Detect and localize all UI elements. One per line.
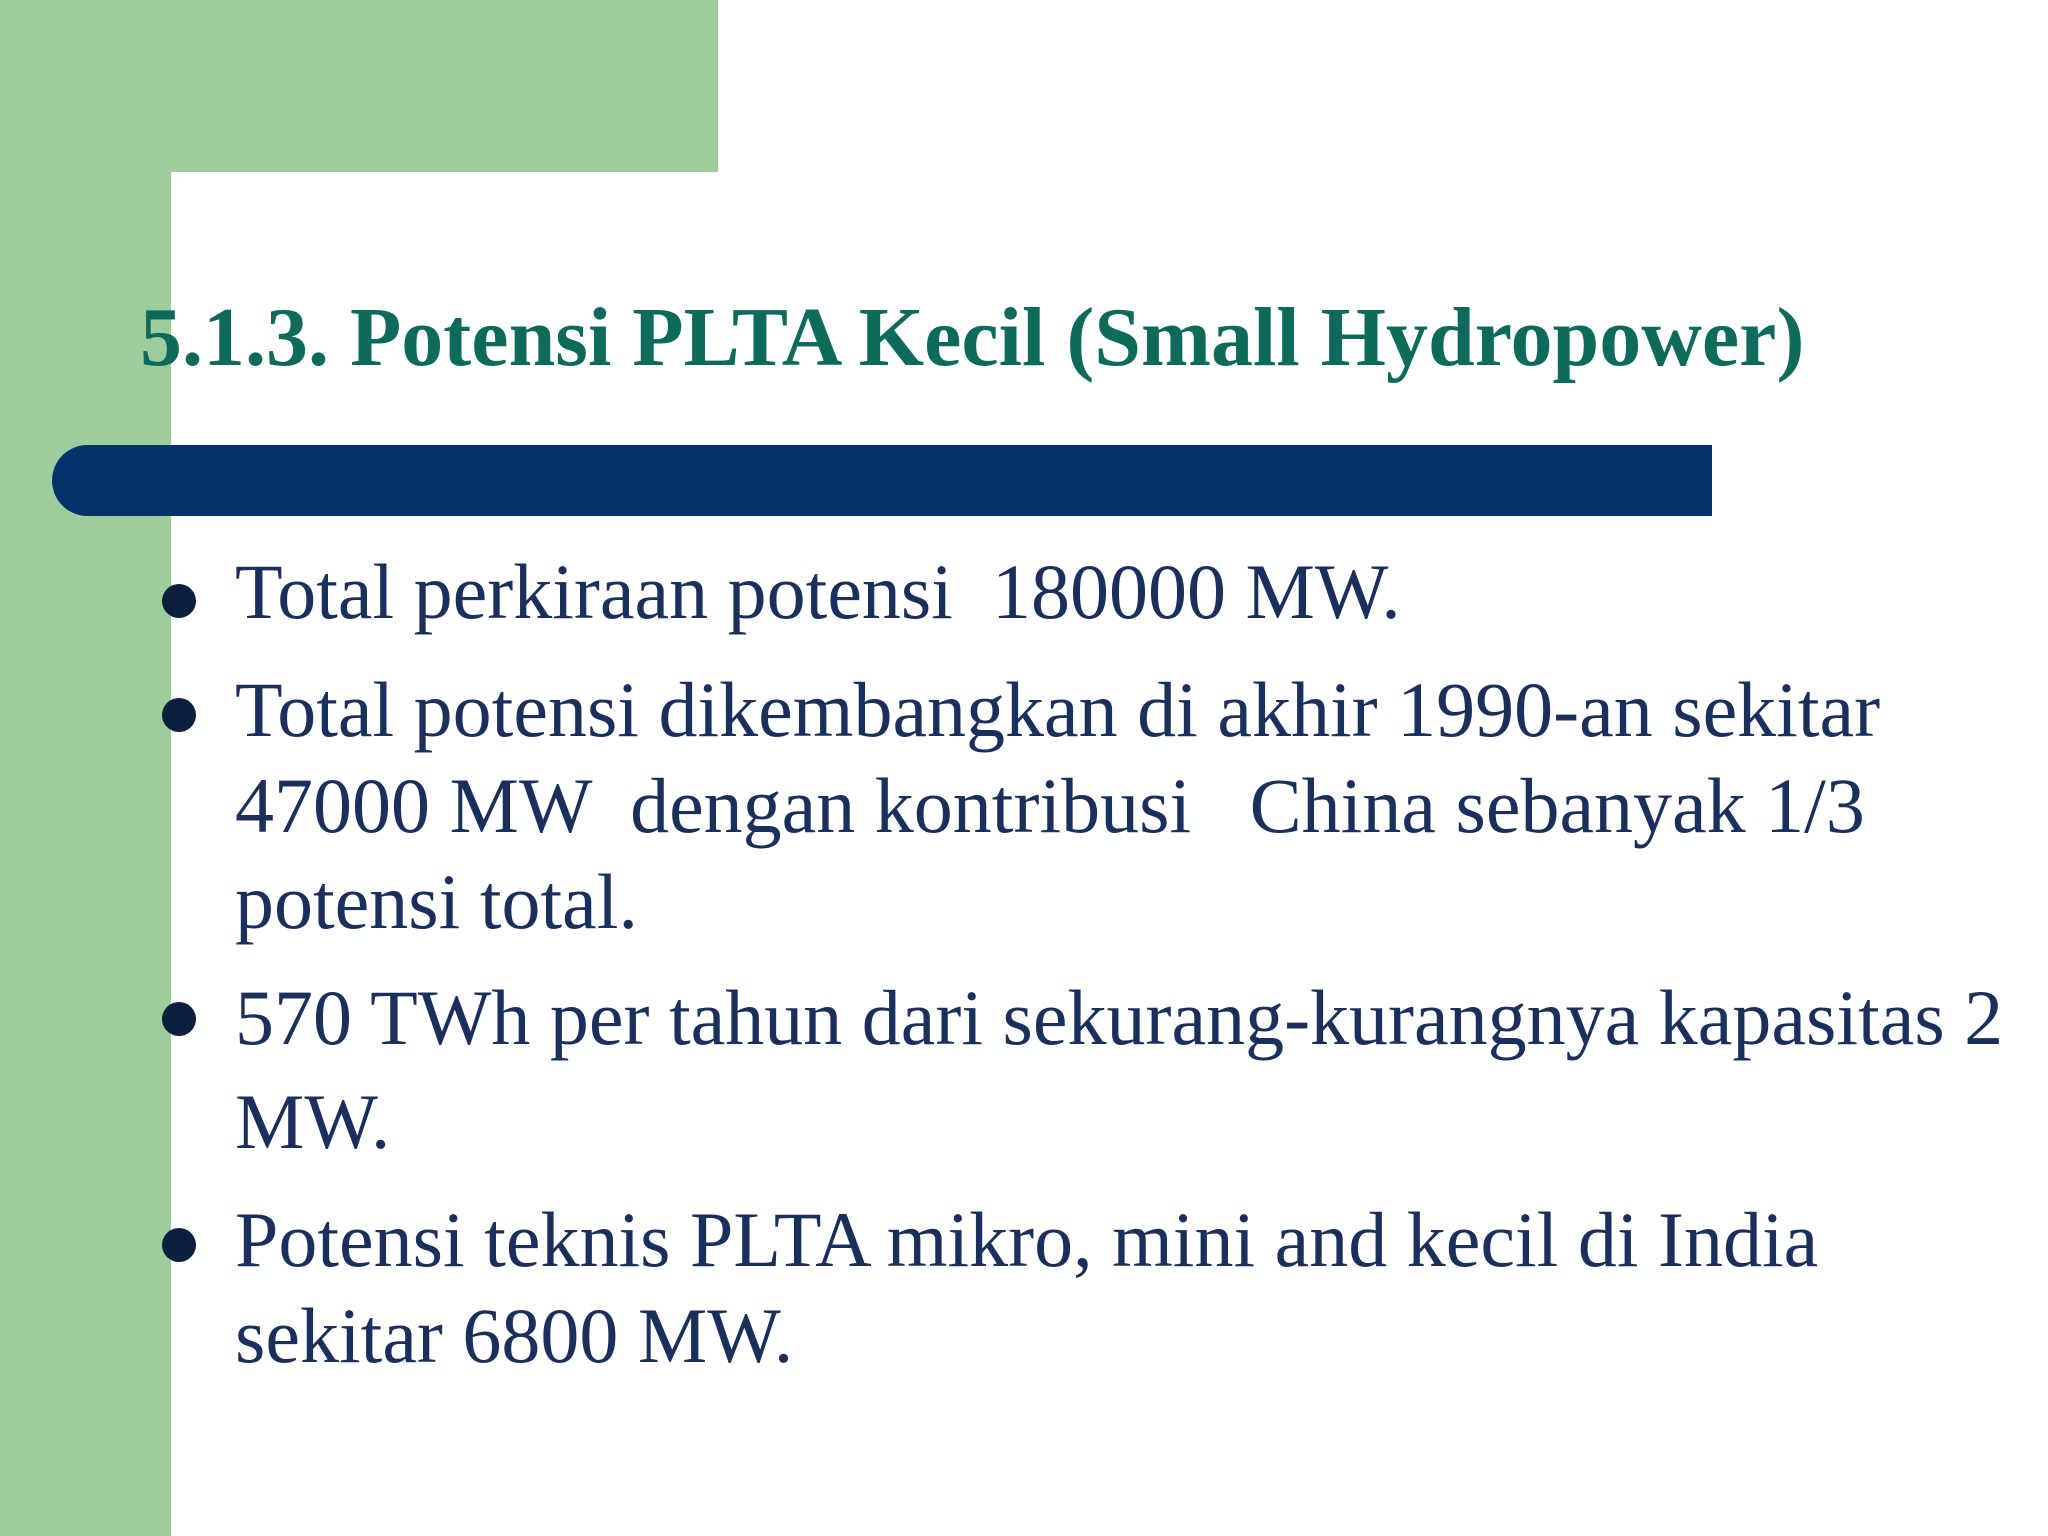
bullet-text: 570 TWh per tahun dari sekurang-kurangnya kapasitas 2 MW. [235, 974, 2023, 1165]
bullet-dot-icon [162, 1002, 196, 1036]
slide-title: 5.1.3. Potensi PLTA Kecil (Small Hydropower) [140, 291, 1805, 384]
bullet-text: Potensi teknis PLTA mikro, mini and kecil di India sekitar 6800 MW. [235, 1196, 1838, 1379]
bullet-text: Total perkiraan potensi 180000 MW. [235, 548, 1401, 635]
bullet-dot-icon [162, 584, 196, 618]
bullet-dot-icon [162, 698, 196, 732]
bullet-text: Total potensi dikembangkan di akhir 1990-an sekitar 47000 MW dengan kontribusi China sebanyak 1/3 potensi total. [235, 666, 1900, 945]
bullet-dot-icon [162, 1228, 196, 1262]
